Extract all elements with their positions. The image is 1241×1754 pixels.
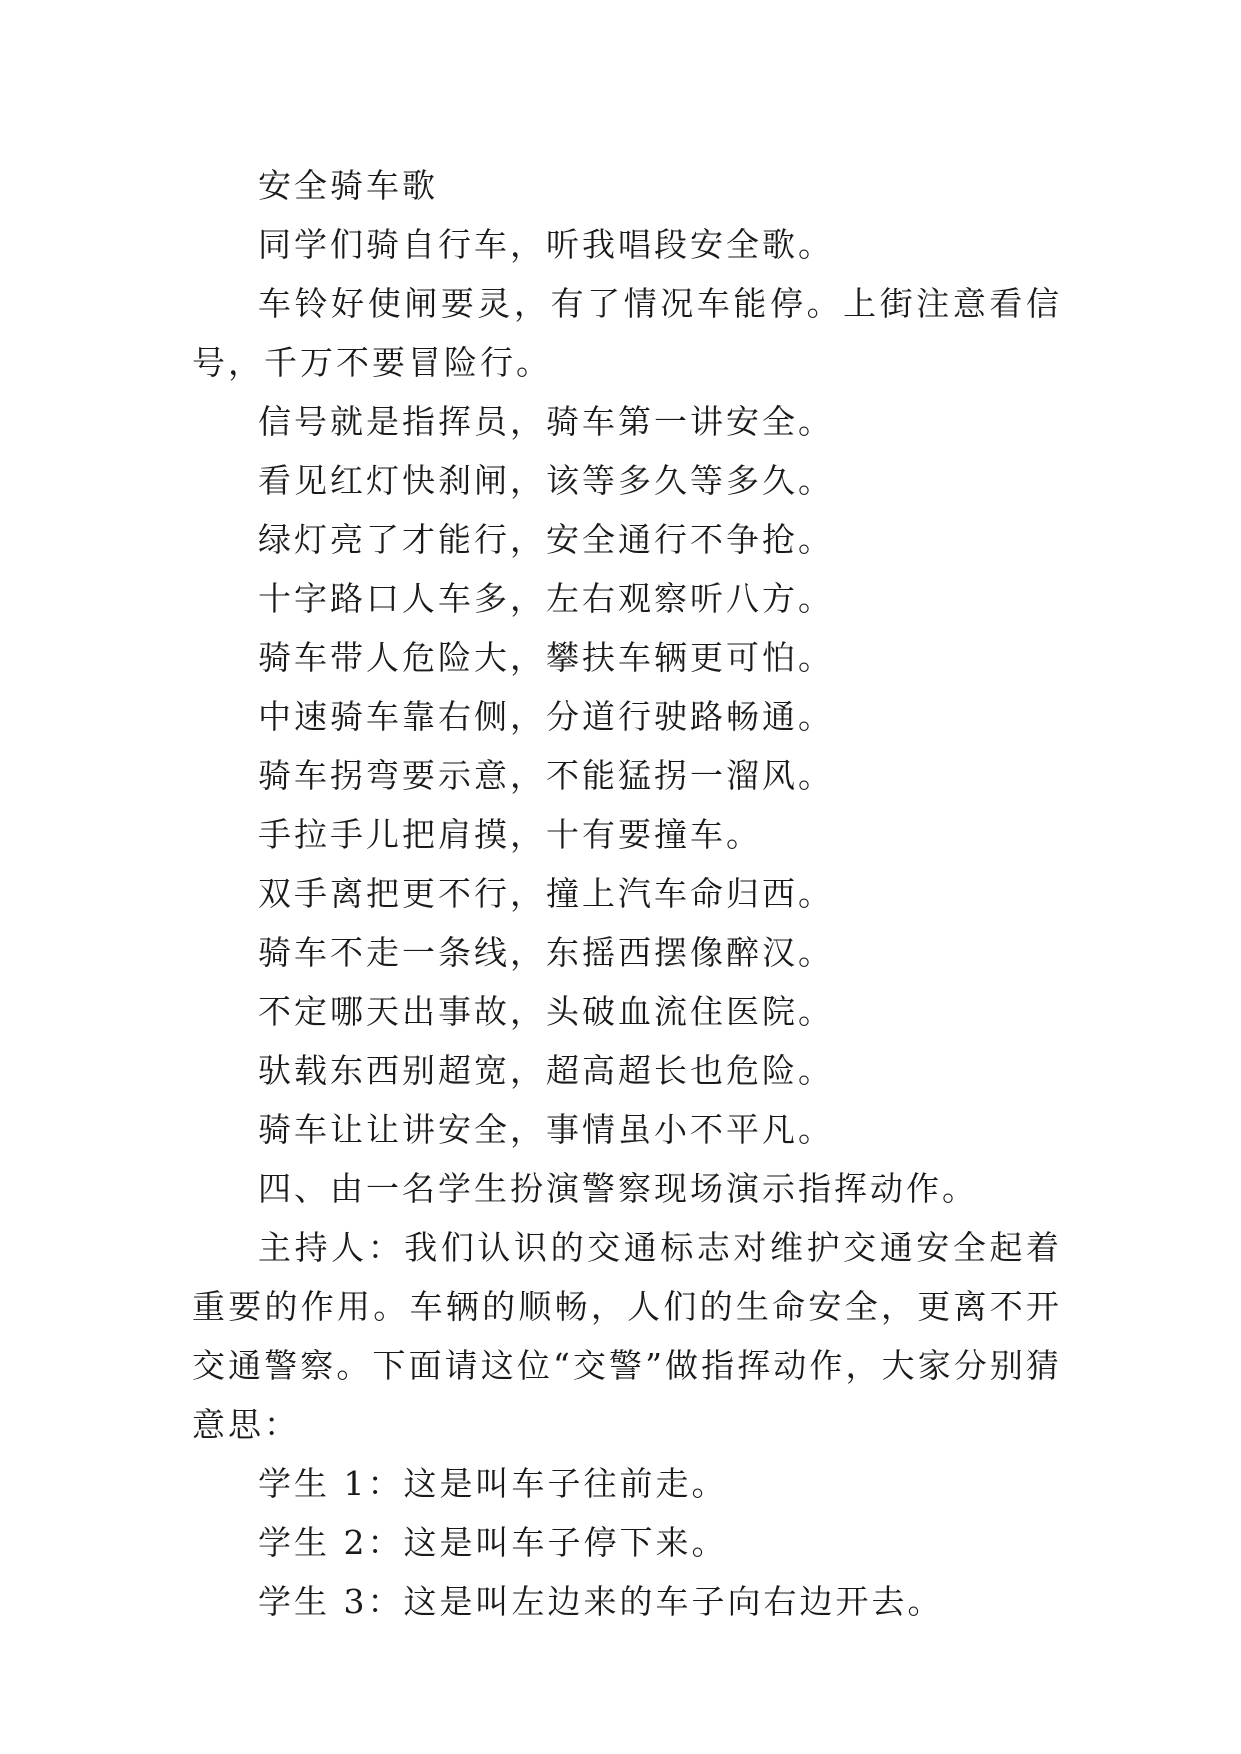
poem-line: 中速骑车靠右侧，分道行驶路畅通。 xyxy=(258,697,834,736)
poem-line: 同学们骑自行车，听我唱段安全歌。 xyxy=(258,225,834,264)
poem-line: 不定哪天出事故，头破血流住医院。 xyxy=(258,992,834,1031)
host-paragraph: 主持人：我们认识的交通标志对维护交通安全起着重要的作用。车辆的顺畅，人们的生命安全，更离不开交通警察。下面请这位“交警”做指挥动作，大家分别猜意思： xyxy=(192,1228,1062,1444)
poem-line: 驮载东西别超宽，超高超长也危险。 xyxy=(258,1051,834,1090)
poem-line: 信号就是指挥员，骑车第一讲安全。 xyxy=(258,402,834,441)
poem-line: 骑车带人危险大，攀扶车辆更可怕。 xyxy=(258,638,834,677)
poem-line: 骑车拐弯要示意，不能猛拐一溜风。 xyxy=(258,756,834,795)
poem-line: 十字路口人车多，左右观察听八方。 xyxy=(258,579,834,618)
student-answer: 学生 3：这是叫左边来的车子向右边开去。 xyxy=(258,1582,944,1621)
poem-line: 骑车让让讲安全，事情虽小不平凡。 xyxy=(258,1110,834,1149)
poem-line: 看见红灯快刹闸，该等多久等多久。 xyxy=(258,461,834,500)
student-answer: 学生 2：这是叫车子停下来。 xyxy=(258,1523,728,1562)
poem-line: 骑车不走一条线，东摇西摆像醉汉。 xyxy=(258,933,834,972)
section-heading: 四、由一名学生扮演警察现场演示指挥动作。 xyxy=(258,1169,978,1208)
student-answer: 学生 1：这是叫车子往前走。 xyxy=(258,1464,728,1503)
poem-line: 车铃好使闸要灵，有了情况车能停。上街注意看信号，千万不要冒险行。 xyxy=(192,284,1062,382)
poem-title: 安全骑车歌 xyxy=(258,166,438,205)
document-body xyxy=(192,156,1062,1631)
poem-line: 手拉手儿把肩摸，十有要撞车。 xyxy=(258,815,762,854)
poem-line: 双手离把更不行，撞上汽车命归西。 xyxy=(258,874,834,913)
poem-line: 绿灯亮了才能行，安全通行不争抢。 xyxy=(258,520,834,559)
